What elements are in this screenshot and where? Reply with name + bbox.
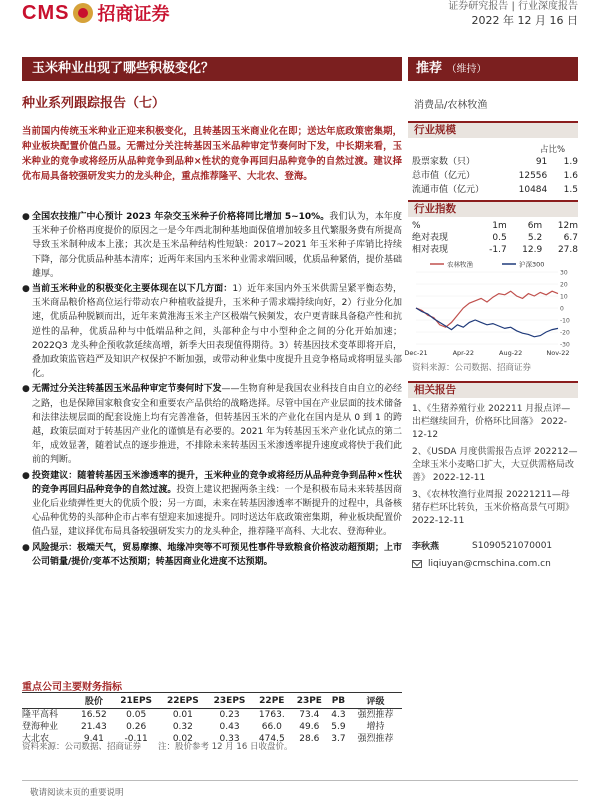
cell: 9.41	[83, 734, 104, 744]
cell: 绝对表现	[412, 233, 449, 243]
cell: 1.6	[563, 171, 578, 181]
footer-divider	[22, 780, 578, 781]
related-reports-list	[412, 403, 578, 532]
cell: 0.01	[172, 710, 193, 720]
cell: 5.2	[527, 233, 543, 243]
related-report-text[interactable]: 3、《农林牧渔行业周报 20221211—母猪存栏环比转负，玉米价格高景气可期》 2022-12-11	[412, 490, 575, 526]
y-tick-label: 0	[560, 305, 564, 313]
x-tick-label: Apr-22	[452, 349, 475, 357]
cell: 1.5	[563, 185, 578, 195]
table-row	[412, 244, 578, 256]
body-paragraph	[22, 541, 402, 569]
mail-icon	[412, 560, 422, 568]
col-header	[22, 693, 75, 709]
y-tick-label: 10	[560, 293, 568, 301]
cell: 3.7	[331, 734, 346, 744]
section-header-scale: 行业规模	[408, 121, 578, 138]
cell: 474.5	[258, 734, 285, 744]
y-tick-label: -10	[560, 317, 570, 325]
y-tick-label: 20	[560, 281, 568, 289]
cell: 73.4	[299, 710, 320, 720]
para-text: ——生物育种是我国农业科技自由自立的必经之路，也是保障国家粮食安全和重要农产品供给的战略选择。尽管中国在产业层面的技术储备和法律法规层面的配套设施上均有完善准备，但转基因玉米的产业化在国内是从 0 到 1 的跨越，政策层面对于转基因产业化的谨慎是有必要的。2021 年为转基因玉米产业化试点的第二年，成效显著，随着试点的逐步推进，不排除未来转基因玉米渗透率提升速度或将快于我们此前的判断。	[32, 384, 402, 466]
related-report-link[interactable]	[412, 403, 578, 442]
report-headline: 玉米种业出现了哪些积极变化？	[22, 57, 402, 81]
cell: -1.7	[489, 245, 507, 255]
company-logo	[22, 2, 169, 24]
report-series-title: 种业系列跟踪报告（七）	[22, 96, 166, 111]
rating-label: 推荐	[416, 61, 443, 76]
cell: 6.7	[563, 233, 578, 243]
para-text: 投资上建议把握两条主线：一个是积极布局未来转基因商业化后业绩弹性更大的优质个股；另一方面，未来在转基因渗透率不断提升的过程中，具备核心品种优势的头部种企市占率有望迎来加速提升。同时送达年底政策密集期，种业板块配置价值凸显，建议择优布局具备较强研发实力的龙头种企，推荐隆平高科、大北农、登海种业。	[32, 484, 402, 538]
chart-source: 资料来源：公司数据、招商证券	[412, 363, 532, 373]
para-lead: 投资建议：随着转基因玉米渗透率的提升，玉米种业的竞争或将经历从品种竞争到品种×性状的竞争再回归品种竞争的自然过渡。	[32, 470, 402, 495]
col-header: 23EPS	[206, 693, 253, 709]
cell: 0.32	[172, 722, 193, 732]
cell: 强烈推荐	[357, 710, 394, 720]
related-report-link[interactable]	[412, 446, 578, 485]
cell: 总市值（亿元）	[412, 171, 476, 181]
cell: 12556	[518, 171, 548, 181]
cell: 0.23	[219, 710, 240, 720]
bullet-icon: ●	[22, 284, 30, 295]
analyst-email-row	[412, 559, 578, 569]
cell: 91	[535, 157, 548, 167]
col-header: 股价	[75, 693, 113, 709]
legend-label: 农林牧渔	[447, 260, 473, 269]
col-header: 评级	[349, 693, 402, 709]
financials-table	[22, 692, 402, 745]
index-table	[412, 220, 578, 256]
body-paragraph	[22, 282, 402, 381]
cell: 4.3	[331, 710, 346, 720]
bullet-icon: ●	[22, 470, 30, 481]
cell: 增持	[366, 722, 385, 732]
cell: 隆平高科	[22, 710, 59, 720]
col-header: %	[412, 221, 421, 231]
col-header: 21EPS	[113, 693, 160, 709]
para-lead: 全国农技推广中心预计 2023 年杂交玉米种子价格将同比增加 5~10%。	[32, 212, 330, 222]
col-header: 23PE	[291, 693, 328, 709]
table-row	[412, 232, 578, 244]
body-paragraph	[22, 210, 402, 281]
y-tick-label: -20	[560, 329, 570, 337]
table-row	[412, 155, 578, 169]
scale-unit: 占比%	[540, 145, 566, 155]
related-report-link[interactable]	[412, 489, 578, 528]
table-header-row	[22, 693, 402, 709]
index-chart-svg	[404, 258, 578, 358]
logo-text-cn: 招商证券	[97, 4, 170, 25]
series-line	[416, 291, 558, 327]
cell: 1.9	[563, 157, 578, 167]
cell: 股票家数（只）	[412, 157, 476, 167]
cell: 10484	[518, 185, 548, 195]
section-header-index: 行业指数	[408, 200, 578, 217]
cell: 28.6	[299, 734, 320, 744]
col-header: 6m	[527, 221, 543, 231]
analyst-license: S1090521070001	[472, 540, 553, 551]
cell: 27.8	[557, 245, 578, 255]
col-header: 12m	[557, 221, 578, 231]
col-header: 22EPS	[160, 693, 207, 709]
para-lead: 风险提示：极端天气，贸易摩擦、地缘冲突等不可预见性事件导致粮食价格波动超预期；上市公司销量/提价/变革不达预期；转基因商业化进度不达预期。	[32, 542, 402, 567]
cell: 强烈推荐	[357, 734, 394, 744]
bullet-icon: ●	[22, 542, 30, 553]
index-chart	[404, 258, 578, 358]
summary-paragraph: 当前国内传统玉米种业正迎来积极变化，且转基因玉米商业化在即；送达年底政策密集期，种业板块配置价值凸显。无需过分关注转基因玉米品种审定节奏何时下发，中长期来看，玉米种业的竞争或将经历从品种竞争到品种×性状的竞争再回归品种竞争的自然过渡。建议择优布局具备较强研发实力的龙头种企，重点推荐隆平、大北农、登海。	[22, 126, 402, 182]
footer-note: 敬请阅读末页的重要说明	[30, 788, 124, 798]
para-lead: 无需过分关注转基因玉米品种审定节奏何时下发	[32, 384, 222, 395]
cell: 相对表现	[412, 245, 449, 255]
logo-text-en: CMS	[22, 1, 70, 24]
analyst-email[interactable]: liqiuyan@cmschina.com.cn	[428, 559, 551, 569]
cell: -0.11	[124, 734, 148, 744]
x-tick-label: Aug-22	[499, 349, 523, 357]
cell: 0.5	[492, 233, 507, 243]
cell: 16.52	[80, 710, 107, 720]
para-text: 我们认为，本年度玉米种子价格再度提价的原因之一是今年西北制种基地面保值增加较多且代繁服务费有所提高导致玉米制种成本上涨；其次是玉米品种结构性短缺：2017~2021 年玉米种子库销比持续下降，部分优质品种基本清库；近两年来国内玉米种业需求端回暖，优质品种紧俏，提价基础雄厚。	[32, 212, 402, 279]
col-header: PB	[328, 693, 349, 709]
cell: 大北农	[22, 734, 50, 744]
table-row	[22, 721, 402, 733]
y-tick-label: 30	[560, 269, 568, 277]
legend-label: 沪深300	[519, 260, 545, 269]
table-row	[22, 709, 402, 722]
industry-category: 消费品/农林牧渔	[414, 100, 488, 111]
logo-emblem-icon	[73, 3, 93, 23]
financials-title: 重点公司主要财务指标	[22, 682, 122, 693]
cell: 0.05	[126, 710, 147, 720]
analyst-info	[412, 539, 578, 576]
header-meta	[448, 0, 578, 28]
cell: 66.0	[261, 722, 282, 732]
rating-sub: （维持）	[446, 64, 487, 75]
table-row	[412, 169, 578, 183]
body-text	[22, 210, 402, 570]
bullet-icon: ●	[22, 384, 30, 395]
table-header-row	[412, 220, 578, 232]
body-paragraph	[22, 469, 402, 540]
cell: 0.02	[172, 734, 193, 744]
body-paragraph	[22, 382, 402, 467]
cell: 49.6	[299, 722, 320, 732]
para-text: 1）近年来国内外玉米供需呈紧平衡态势，玉米商品粮价格高位运行带动农户种植收益提升，玉米种子需求端持续向好，2）行业分化加速，优质品种脱颖而出，近年来黄淮海玉米主产区极端气候频发，农户更青睐具备稳产性和抗逆性的品种，优质品种与中低端品种之间，头部种企与中小型种企之间的分化开始加速；2022Q3 龙头种企预收款延续高增，新季大田表现值得期待。3）转基因技术变革即将开启，叠加政策监管趋严及知识产权保护不断加强，或带动种业集中度提升且竞争格局或将明显头部化。	[32, 284, 402, 380]
related-report-text[interactable]: 1、《生猪养殖行业 202211 月报点评—出栏继续回升，价格环比回落》 2022-12-12	[412, 404, 571, 440]
x-tick-label: Nov-22	[546, 349, 570, 357]
cell: 5.9	[331, 722, 346, 732]
rating-bar	[408, 57, 578, 81]
related-report-text[interactable]: 2、《USDA 月度供需报告点评 202212—全球玉米小麦略口扩大，大豆供需格局改善》 2022-12-11	[412, 447, 578, 483]
scale-table	[412, 155, 578, 197]
cell: 登海种业	[22, 722, 59, 732]
report-date: 2022 年 12 月 16 日	[471, 14, 578, 27]
analyst-row	[412, 539, 578, 552]
financials-source: 资料来源：公司数据、招商证券 注：股价参考 12 月 16 日收盘价。	[22, 742, 293, 752]
bullet-icon: ●	[22, 212, 30, 222]
page-header	[0, 0, 600, 30]
report-type: 证券研究报告 | 行业深度报告	[448, 1, 578, 12]
col-header: 1m	[492, 221, 507, 231]
para-lead: 当前玉米种业的积极变化主要体现在以下几方面：	[32, 284, 233, 295]
analyst-name: 李秋燕	[412, 542, 440, 552]
cell: 1763.	[258, 710, 285, 720]
cell: 0.43	[219, 722, 240, 732]
cell: 0.26	[126, 722, 147, 732]
cell: 21.43	[80, 722, 107, 732]
cell: 12.9	[522, 245, 543, 255]
cell: 0.33	[219, 734, 240, 744]
table-row	[412, 183, 578, 197]
col-header: 22PE	[253, 693, 291, 709]
cell: 流通市值（亿元）	[412, 185, 485, 195]
y-tick-label: -30	[560, 341, 570, 349]
section-header-related: 相关报告	[408, 381, 578, 398]
x-tick-label: Dec-21	[404, 349, 428, 357]
